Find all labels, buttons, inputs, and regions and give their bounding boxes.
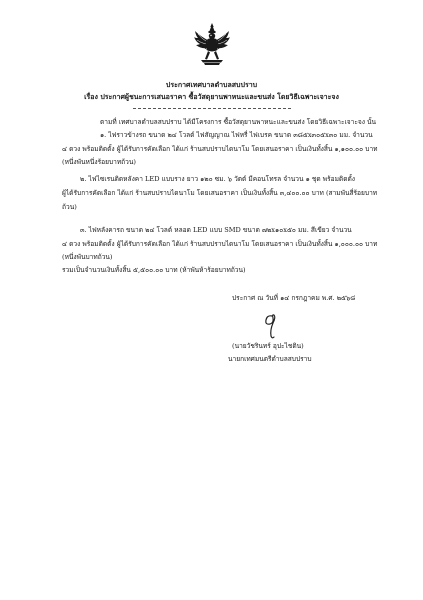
divider xyxy=(133,108,291,109)
item-2-line-3: ถ้วน) xyxy=(62,203,77,211)
signer-name: (นายวัชรินทร์ อุปะไชติน) xyxy=(232,342,304,350)
signer-position: นายกเทศมนตรีตำบลสบปราบ xyxy=(228,355,312,363)
total-amount: รวมเป็นจำนวนเงินทั้งสิ้น ๕,๕๐๐.๐๐ บาท (ห้าพันห้าร้อยบาทถ้วน) xyxy=(62,266,246,274)
announcement-title: ประกาศเทศบาลตำบลสบปราบ xyxy=(165,80,258,89)
item-2-line-1: ๒. ไฟไซเรนติดหลังคา LED แบบราง ยาว ๑๒๐ ซม. ๖ วัตต์ มีคอนโทรล จำนวน ๑ ชุด พร้อมติดตั้ง xyxy=(80,175,355,183)
item-1-line-3: (หนึ่งพันหนึ่งร้อยบาทถ้วน) xyxy=(62,158,136,166)
intro-paragraph: ตามที่ เทศบาลตำบลสบปราบ ได้มีโครงการ ซื้อวัสดุยานพาหนะและขนส่ง โดยวิธีเฉพาะเจาะจง นั้น xyxy=(100,118,377,126)
announcement-subject: เรื่อง ประกาศผู้ชนะการเสนอราคา ซื้อวัสดุยานพาหนะและขนส่ง โดยวิธีเฉพาะเจาะจง xyxy=(84,92,339,101)
item-3-line-2: ๔ ดวง พร้อมติดตั้ง ผู้ได้รับการคัดเลือก ได้แก่ ร้านสบปราบไดนาโม โดยเสนอราคา เป็นเงินทั้งสิ้น ๑,๐๐๐.๐๐ บาท xyxy=(62,240,378,248)
garuda-emblem-icon xyxy=(193,22,231,66)
announcement-date: ประกาศ ณ วันที่ ๑๔ กรกฎาคม พ.ศ. ๒๕๖๘ xyxy=(232,294,356,302)
item-3-line-1: ๓. ไฟหลังคารถ ขนาด ๒๔ โวลต์ หลอด LED แบบ SMD ขนาด ๗๒x๑๐x๕๐ มม. สีเขียว จำนวน xyxy=(80,226,352,234)
item-1-line-1: ๑. ไฟราวข้างรถ ขนาด ๒๔ โวลต์ ไฟสัญญาณ ไฟหรี่ ไฟเบรค ขนาด ๓๘๕x๓๐๕x๓๐ มม. จำนวน xyxy=(100,131,373,139)
item-2-line-2: ผู้ได้รับการคัดเลือก ได้แก่ ร้านสบปราบไดนาโม โดยเสนอราคา เป็นเงินทั้งสิ้น ๓,๔๐๐.๐๐ บาท (สามพันสี่ร้อยบาท xyxy=(62,189,378,197)
item-1-line-2: ๔ ดวง พร้อมติดตั้ง ผู้ได้รับการคัดเลือก ได้แก่ ร้านสบปราบไดนาโม โดยเสนอราคา เป็นเงินทั้งสิ้น ๑,๑๐๐.๐๐ บาท xyxy=(62,145,378,153)
item-3-line-3: (หนึ่งพันบาทถ้วน) xyxy=(62,253,113,261)
signature-icon xyxy=(258,312,282,340)
